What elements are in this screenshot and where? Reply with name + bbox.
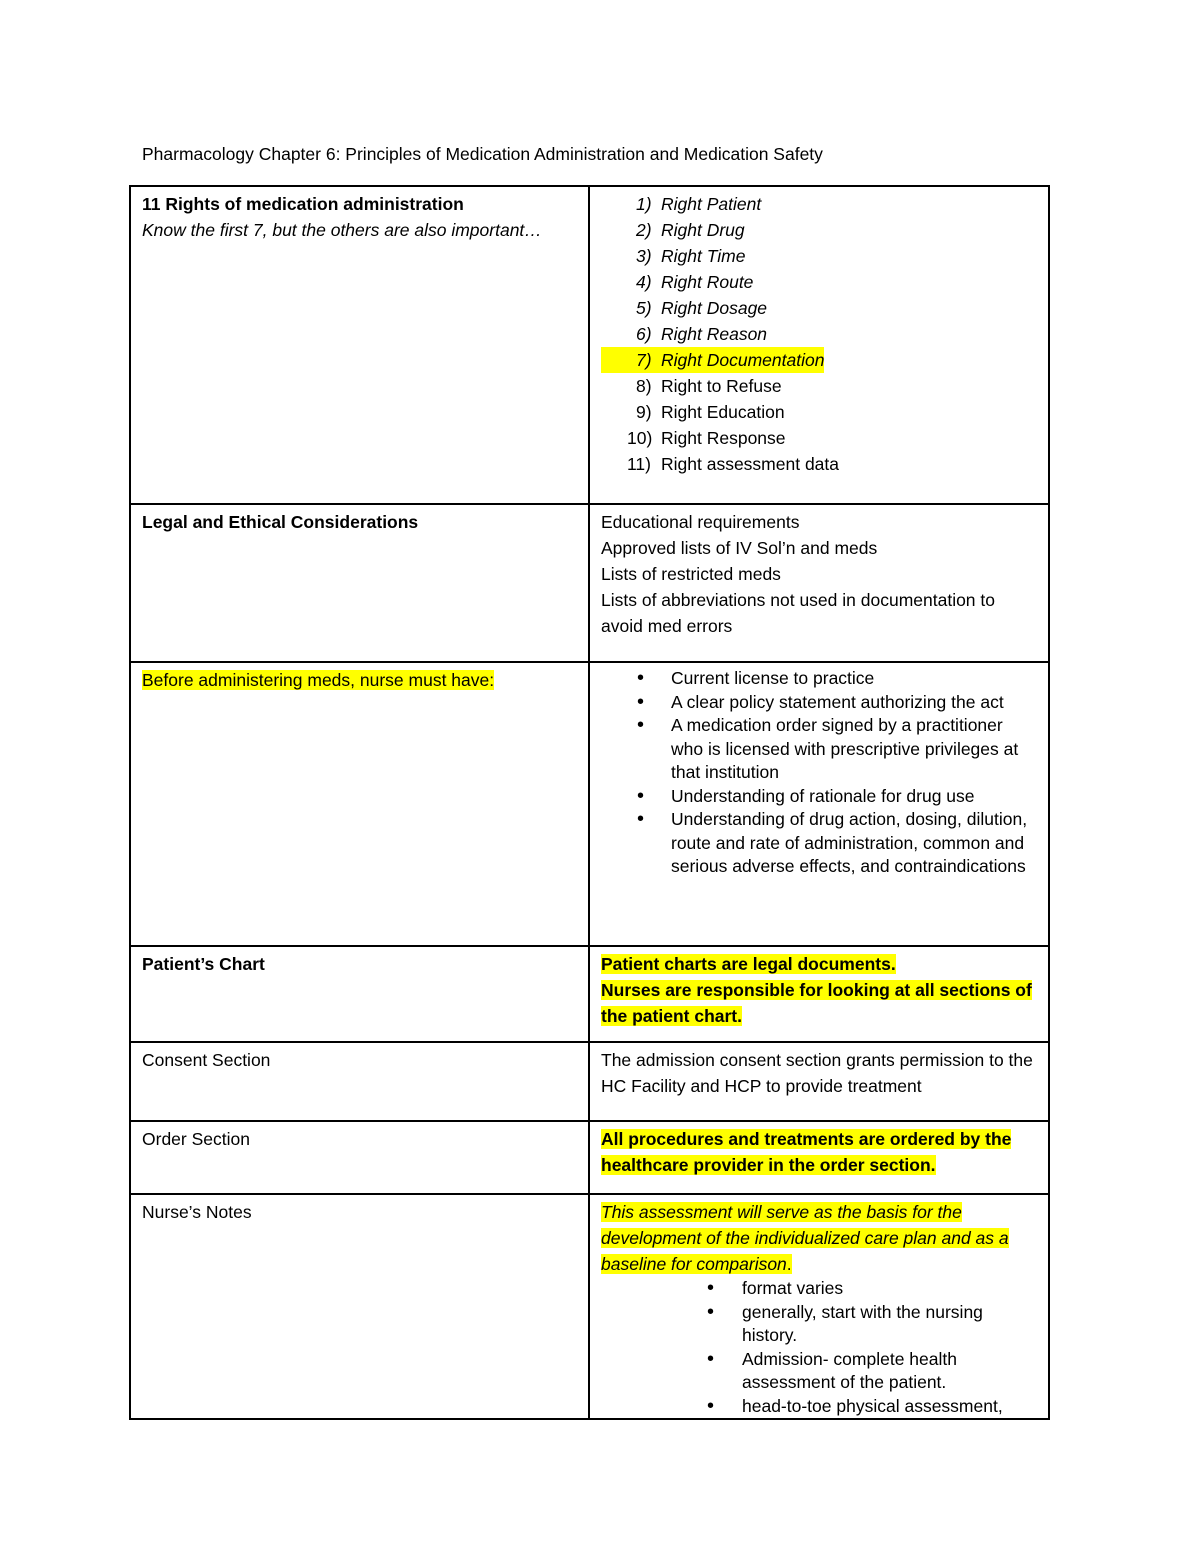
list-item: 4) Right Route: [636, 272, 754, 292]
table-row-consent: [130, 1042, 1049, 1121]
table-row-order: [130, 1121, 1049, 1194]
table-row-legal: [130, 504, 1049, 662]
rights-list: [601, 191, 1036, 477]
list-item: 3) Right Time: [636, 246, 746, 266]
legal-content-cell: [589, 504, 1049, 662]
list-item: 9) Right Education: [636, 402, 785, 422]
chart-line-2: Nurses are responsible for looking at all sections of the patient chart.: [601, 980, 1032, 1026]
notes-content-cell: [589, 1194, 1049, 1419]
legal-line: Approved lists of IV Sol’n and meds: [601, 538, 878, 558]
list-item: • Current license to practice: [601, 667, 1036, 691]
rights-list-cell: [589, 186, 1049, 504]
table-row-notes: [130, 1194, 1049, 1419]
notes-intro: This assessment will serve as the basis for the development of the individualized care plan and as a baseline for comparison: [601, 1202, 1009, 1274]
consent-text: The admission consent section grants permission to the HC Facility and HCP to provide treatment: [601, 1050, 1033, 1096]
list-item: 1) Right Patient: [636, 194, 762, 214]
list-item: 8) Right to Refuse: [636, 376, 782, 396]
notes-intro-end: .: [786, 1254, 792, 1274]
chart-line-1: Patient charts are legal documents.: [601, 954, 896, 974]
list-item: • A clear policy statement authorizing the act: [601, 691, 1036, 715]
rights-note: Know the first 7, but the others are also important…: [142, 220, 542, 240]
list-item: • Understanding of drug action, dosing, dilution, route and rate of administration, common and serious adverse effects, and contraindications: [601, 808, 1036, 879]
list-item: • head-to-toe physical assessment,: [601, 1395, 1036, 1419]
table-row-rights: [130, 186, 1049, 504]
order-text: All procedures and treatments are ordered by the healthcare provider in the order section.: [601, 1129, 1012, 1175]
order-heading: Order Section: [142, 1129, 250, 1149]
before-content-cell: [589, 662, 1049, 946]
list-item: • format varies: [601, 1277, 1036, 1301]
notes-table: [129, 185, 1050, 1420]
list-item: • Understanding of rationale for drug use: [601, 785, 1036, 809]
page-title: Pharmacology Chapter 6: Principles of Medication Administration and Medication Safety: [142, 144, 823, 164]
legal-line: Lists of abbreviations not used in documentation to avoid med errors: [601, 590, 995, 636]
rights-heading: 11 Rights of medication administration: [142, 194, 464, 214]
before-label-cell: [130, 662, 589, 946]
list-item: • A medication order signed by a practitioner who is licensed with prescriptive privileges at that institution: [601, 714, 1036, 785]
table-row-before: [130, 662, 1049, 946]
consent-content-cell: [589, 1042, 1049, 1121]
legal-label-cell: [130, 504, 589, 662]
notes-heading: Nurse’s Notes: [142, 1202, 252, 1222]
list-item-highlighted: 7) Right Documentation: [601, 347, 1036, 373]
list-item: 6) Right Reason: [636, 324, 768, 344]
list-item: 5) Right Dosage: [636, 298, 768, 318]
before-bullet-list: [601, 667, 1036, 879]
order-label-cell: [130, 1121, 589, 1194]
before-heading: Before administering meds, nurse must have:: [142, 670, 495, 690]
notes-bullet-list: [601, 1277, 1036, 1418]
consent-heading: Consent Section: [142, 1050, 271, 1070]
list-item: • Admission- complete health assessment of the patient.: [601, 1348, 1036, 1395]
legal-heading: Legal and Ethical Considerations: [142, 512, 419, 532]
order-content-cell: [589, 1121, 1049, 1194]
chart-heading: Patient’s Chart: [142, 954, 265, 974]
chart-label-cell: [130, 946, 589, 1042]
rights-label-cell: [130, 186, 589, 504]
list-item: 10) Right Response: [627, 428, 786, 448]
chart-content-cell: [589, 946, 1049, 1042]
list-item: 2) Right Drug: [636, 220, 745, 240]
legal-line: Educational requirements: [601, 512, 800, 532]
consent-label-cell: [130, 1042, 589, 1121]
list-item: 11) Right assessment data: [627, 454, 840, 474]
table-row-chart: [130, 946, 1049, 1042]
legal-line: Lists of restricted meds: [601, 564, 781, 584]
notes-label-cell: [130, 1194, 589, 1419]
list-item: • generally, start with the nursing history.: [601, 1301, 1036, 1348]
